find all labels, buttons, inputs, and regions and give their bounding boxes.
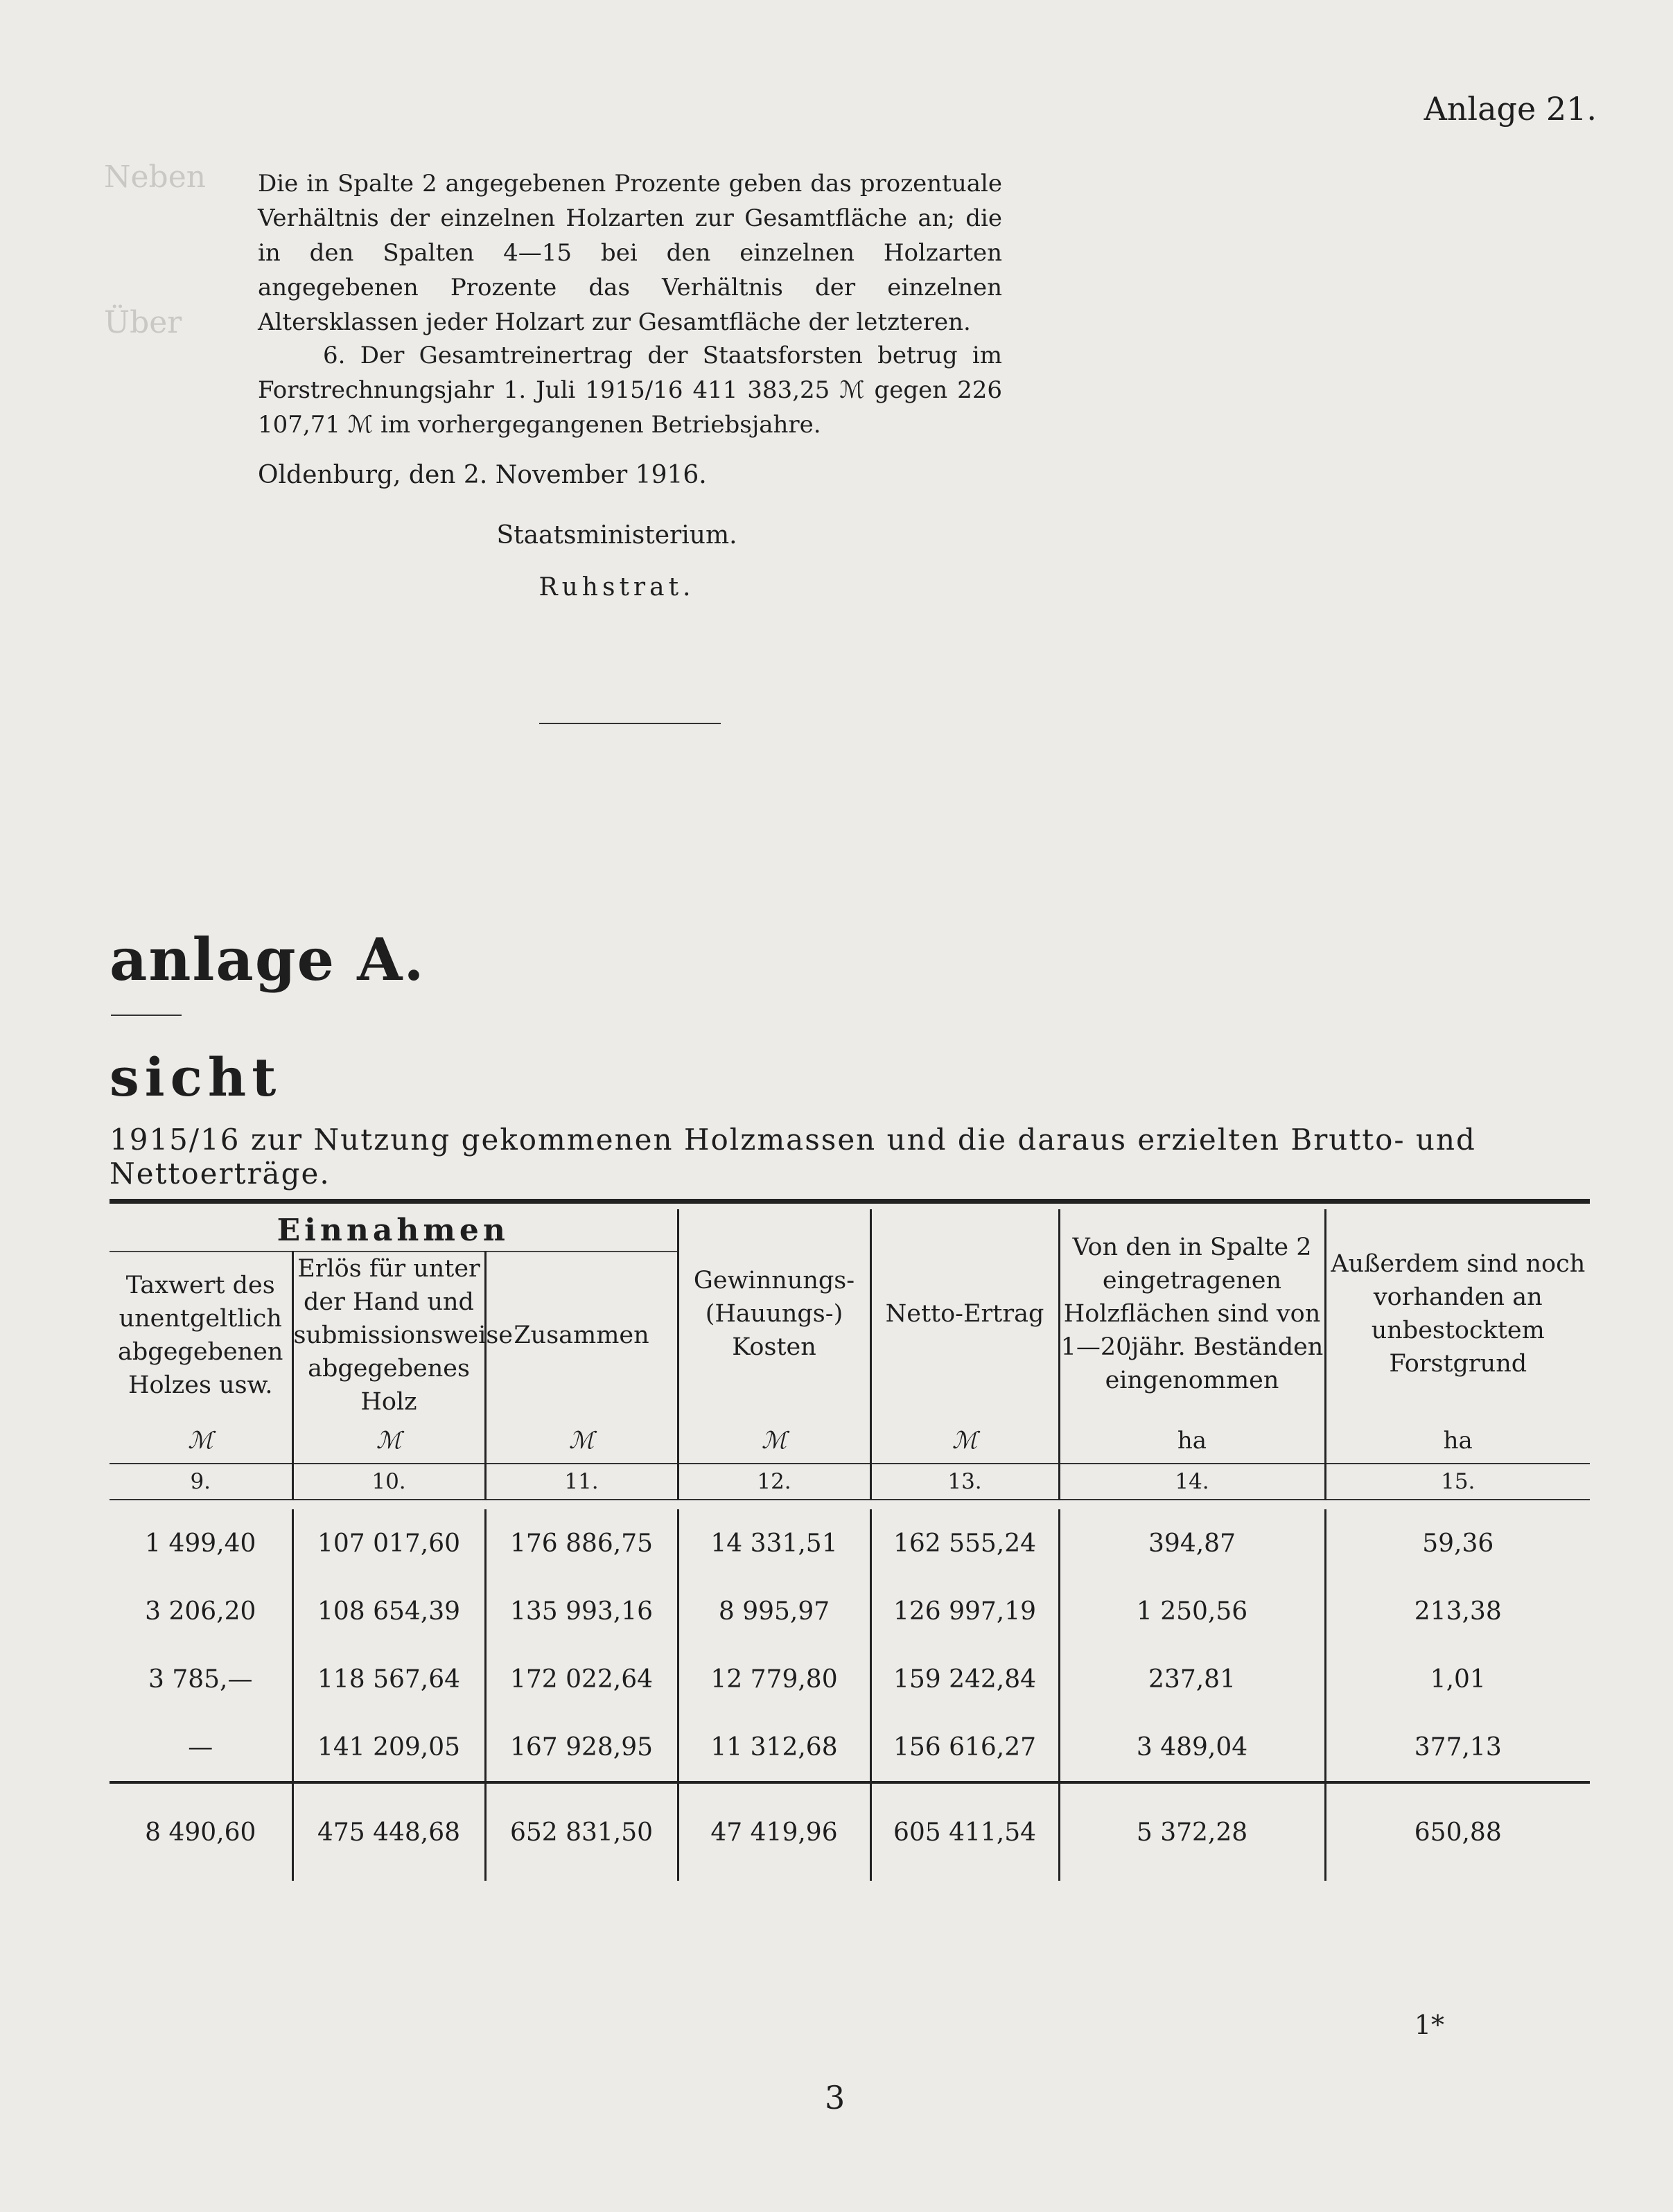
signature: Ruhstrat.: [538, 573, 695, 602]
unit-label: ℳ: [485, 1419, 678, 1464]
yield-table: [110, 1199, 1590, 1881]
cell: 1,01: [1325, 1645, 1590, 1713]
cell: 1 499,40: [145, 1529, 256, 1558]
cell: 14 331,51: [678, 1509, 870, 1577]
cell: 213,38: [1325, 1577, 1590, 1645]
annex-tag: Anlage 21.: [1424, 90, 1597, 128]
total-cell: 475 448,68: [292, 1782, 485, 1881]
cell: 172 022,64: [485, 1645, 678, 1713]
col-header-10: Erlös für unter der Hand und submissionsweise abgegebenes Holz: [292, 1252, 485, 1419]
column-number: 11.: [485, 1464, 678, 1500]
total-cell: 5 372,28: [1059, 1782, 1325, 1881]
signature-divider: [539, 723, 721, 724]
col-header-15: Außerdem sind noch vorhanden an unbestocktem Forstgrund: [1325, 1209, 1590, 1419]
paragraph-net-yield: 6. Der Gesamtreinertrag der Staatsforsten betrug im Forstrechnungsjahr 1. Juli 1915/16 411 383,25 ℳ gegen 226 107,71 ℳ im vorhergegangenen Betriebsjahre.: [258, 342, 1002, 439]
cell: 162 555,24: [870, 1509, 1059, 1577]
table-row: [110, 1713, 1590, 1782]
unit-label: ℳ: [678, 1419, 870, 1464]
section-heading: anlage A.: [110, 925, 426, 994]
column-number: 12.: [678, 1464, 870, 1500]
cell: 3 489,04: [1059, 1713, 1325, 1782]
col-header-14: Von den in Spalte 2 eingetragenen Holzflächen sind von 1—20jähr. Beständen eingenommen: [1059, 1209, 1325, 1419]
col-header-11: Zusammen: [485, 1252, 678, 1419]
total-row: [110, 1782, 1590, 1881]
cell: 59,36: [1325, 1509, 1590, 1577]
cell: 108 654,39: [292, 1577, 485, 1645]
column-number: 10.: [292, 1464, 485, 1500]
cell: 12 779,80: [678, 1645, 870, 1713]
table-subtitle: 1915/16 zur Nutzung gekommenen Holzmassen und die daraus erzielten Brutto- und Nettoerträge.: [110, 1123, 1476, 1191]
bleed-through-text: Über: [104, 305, 182, 340]
cell: 159 242,84: [870, 1645, 1059, 1713]
bleed-through-text: Neben: [104, 159, 207, 195]
cell: —: [188, 1732, 213, 1762]
cell: 118 567,64: [292, 1645, 485, 1713]
cell: 394,87: [1059, 1509, 1325, 1577]
section-subheading: sicht: [110, 1046, 282, 1108]
section-divider: [111, 1015, 182, 1016]
cell: 156 616,27: [870, 1713, 1059, 1782]
col-header-9: Taxwert des unentgeltlich abgegebenen Holzes usw.: [118, 1272, 283, 1399]
col-header-13: Netto-Ertrag: [870, 1209, 1059, 1419]
cell: 167 928,95: [485, 1713, 678, 1782]
column-number: 15.: [1325, 1464, 1590, 1500]
cell: 176 886,75: [485, 1509, 678, 1577]
table-row: [110, 1509, 1590, 1577]
total-cell: 652 831,50: [485, 1782, 678, 1881]
cell: 3 206,20: [145, 1597, 256, 1626]
ministry: Staatsministerium.: [496, 521, 737, 550]
table-row: [110, 1577, 1590, 1645]
column-number: 9.: [190, 1469, 211, 1494]
cell: 107 017,60: [292, 1509, 485, 1577]
cell: 377,13: [1325, 1713, 1590, 1782]
total-cell: 8 490,60: [145, 1818, 256, 1847]
place-date: Oldenburg, den 2. November 1916.: [258, 461, 707, 489]
unit-label: ℳ: [188, 1427, 213, 1455]
cell: 1 250,56: [1059, 1577, 1325, 1645]
column-number: 13.: [870, 1464, 1059, 1500]
group-header-einnahmen: Einnahmen: [110, 1209, 678, 1252]
cell: 135 993,16: [485, 1577, 678, 1645]
cell: 8 995,97: [678, 1577, 870, 1645]
page-number: 3: [825, 2079, 846, 2116]
cell: 141 209,05: [292, 1713, 485, 1782]
col-header-12: Gewinnungs- (Hauungs-) Kosten: [678, 1209, 870, 1419]
footnote-mark: 1*: [1414, 2010, 1444, 2040]
total-cell: 605 411,54: [870, 1782, 1059, 1881]
total-cell: 650,88: [1325, 1782, 1590, 1881]
cell: 126 997,19: [870, 1577, 1059, 1645]
cell: 3 785,—: [148, 1665, 253, 1694]
cell: 237,81: [1059, 1645, 1325, 1713]
unit-label: ha: [1059, 1419, 1325, 1464]
paragraph-percentages: Die in Spalte 2 angegebenen Prozente geben das prozentuale Verhältnis der einzelnen Holzarten zur Gesamtfläche an; die in den Spalten 4—15 bei den einzelnen Holzarten angegebenen Prozente das Verhältnis der einzelnen Altersklassen jeder Holzart zur Gesamtfläche der letzteren.: [258, 170, 1002, 336]
column-number: 14.: [1059, 1464, 1325, 1500]
unit-label: ha: [1325, 1419, 1590, 1464]
unit-label: ℳ: [870, 1419, 1059, 1464]
table-row: [110, 1645, 1590, 1713]
unit-label: ℳ: [292, 1419, 485, 1464]
total-cell: 47 419,96: [678, 1782, 870, 1881]
cell: 11 312,68: [678, 1713, 870, 1782]
